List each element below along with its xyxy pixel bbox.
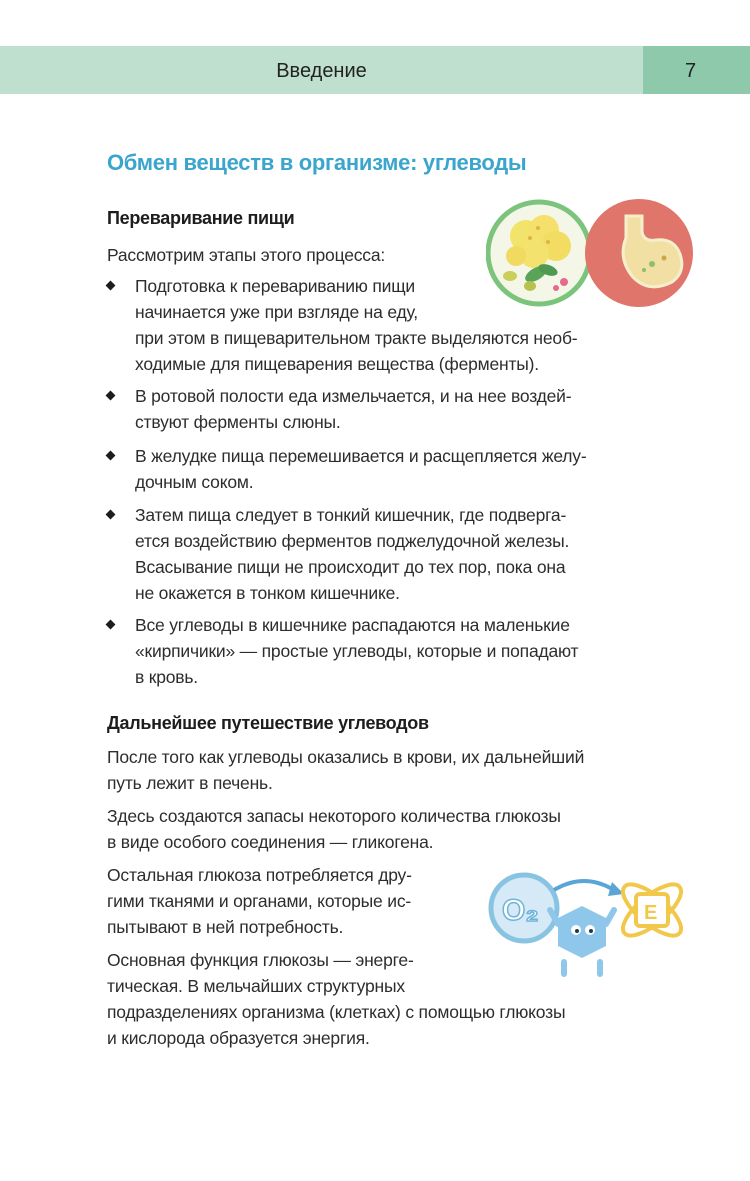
bullet-item [107,383,647,435]
text-line: в кровь. [135,667,198,687]
running-header [0,46,750,94]
section-title: Обмен веществ в организме: углеводы [107,150,527,175]
text-line: В желудке пища перемешивается и расщепляется желу- [135,446,587,466]
energy-label: E [644,902,658,924]
energy-atom-icon [615,876,688,944]
text-line: подразделениях организма (клетках) с помощью глюкозы [107,1002,566,1022]
bullet-diamond-icon [106,620,116,630]
bullet-item [107,612,647,690]
text-line: гими тканями и органами, которые ис- [107,891,411,911]
text-line: Основная функция глюкозы — энерге- [107,950,414,970]
chapter-title: Введение [276,60,367,82]
text-line: «кирпичики» — простые углеводы, которые и попадают [135,641,579,661]
bullet-diamond-icon [106,510,116,520]
text-line: дочным соком. [135,472,254,492]
text-line: не окажется в тонком кишечнике. [135,583,400,603]
oxygen-icon [491,875,557,941]
text-line: путь лежит в печень. [107,773,273,793]
text-line: и кислорода образуется энергия. [107,1028,370,1048]
bullet-item [107,502,647,606]
digestion-illustration [486,198,696,308]
text-line: ствуют ферменты слюны. [135,412,341,432]
bullet-diamond-icon [106,451,116,461]
bullet-diamond-icon [106,281,116,291]
text-line: тическая. В мельчайших структурных [107,976,405,996]
bullet-item [107,443,647,495]
text-line: Здесь создаются запасы некоторого количества глюкозы [107,806,561,826]
glucose-molecule-icon [550,906,614,974]
digestion-heading: Переваривание пищи [107,208,295,228]
page-number: 7 [643,46,750,94]
bullet-diamond-icon [106,391,116,401]
text-line: ется воздействию ферментов поджелудочной железы. [135,531,570,551]
journey-paragraph [107,862,467,940]
text-line: при этом в пищеварительном тракте выделяются необ- [135,328,578,348]
text-line: Остальная глюкоза потребляется дру- [107,865,412,885]
journey-paragraph [107,803,644,855]
intro-line: Рассмотрим этапы этого процесса: [107,245,386,265]
journey-heading: Дальнейшее путешествие углеводов [107,713,429,733]
text-line: пытывают в ней потребность. [107,917,344,937]
text-line: Все углеводы в кишечнике распадаются на маленькие [135,615,570,635]
text-line: Подготовка к перевариванию пищи [135,276,415,296]
energy-illustration [484,862,694,982]
text-line: в виде особого соединения — гликогена. [107,832,434,852]
journey-paragraph [107,744,644,796]
text-line: начинается уже при взгляде на еду, [135,302,418,322]
oxygen-label: O₂ [502,894,539,927]
text-line: Затем пища следует в тонкий кишечник, где подверга- [135,505,567,525]
text-line: После того как углеводы оказались в крови, их дальнейший [107,747,585,767]
berry-icon [560,278,568,286]
text-line: В ротовой полости еда измельчается, и на нее воздей- [135,386,572,406]
digestion-intro [107,242,385,268]
berry-icon [553,285,559,291]
text-line: Всасывание пищи не происходит до тех пор, пока она [135,557,566,577]
arrow-icon [554,881,614,890]
text-line: ходимые для пищеварения вещества (ферменты). [135,354,539,374]
